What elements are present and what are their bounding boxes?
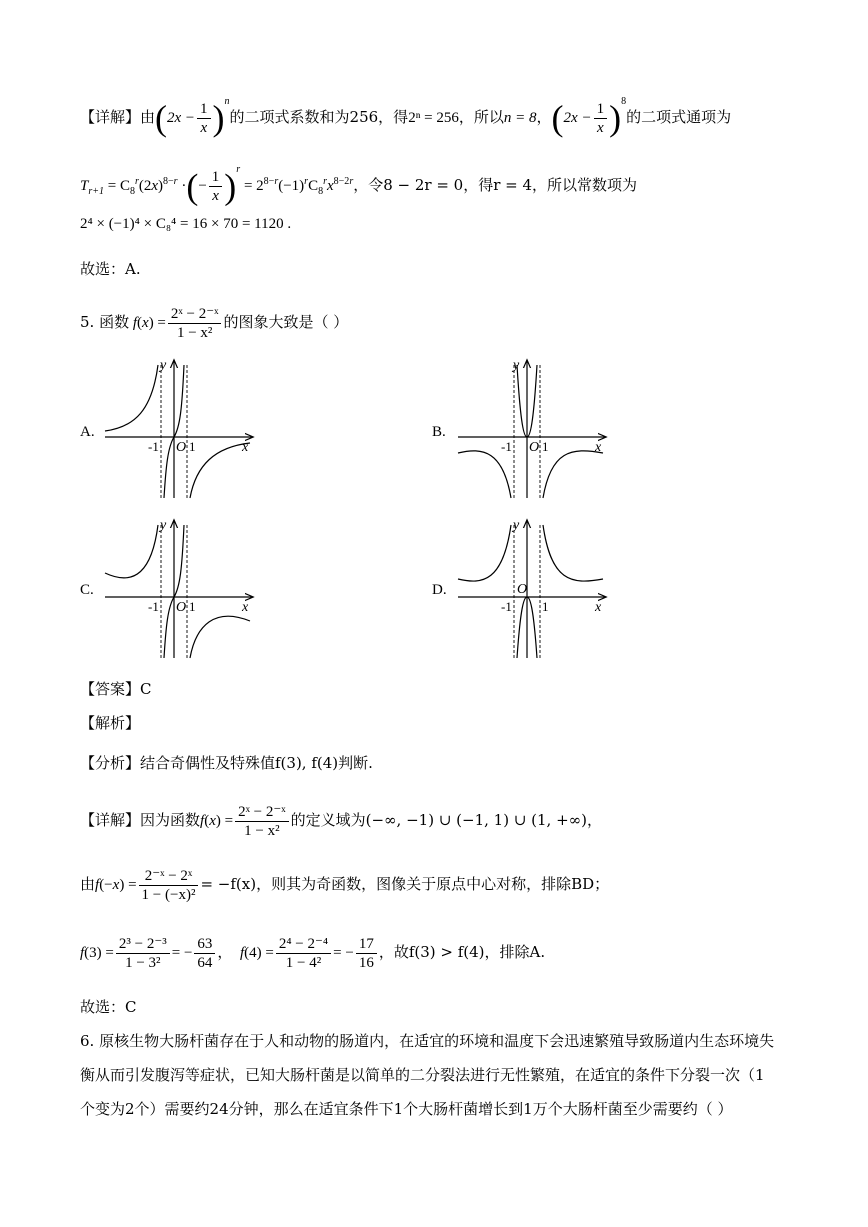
origin-label: O	[176, 440, 187, 455]
detail-line-3: 2⁴ × (−1)⁴ × C₈⁴ = 16 × 70 = 1120 .	[80, 216, 292, 232]
y-axis-label: y	[160, 358, 167, 373]
question-6-line-2: 衡从而引发腹泻等症状，已知大肠杆菌是以简单的二分裂法进行无性繁殖，在适宜的条件下分裂一次（1	[80, 1066, 765, 1084]
svg-text:x: x	[595, 600, 602, 615]
svg-text:1: 1	[542, 599, 549, 614]
svg-text:1: 1	[542, 439, 549, 454]
svg-text:y: y	[160, 518, 167, 533]
graph-option-d[interactable]	[453, 515, 613, 665]
svg-text:1: 1	[189, 599, 196, 614]
graph-option-a[interactable]	[100, 355, 260, 505]
analysis-summary: 【分析】结合奇偶性及特殊值f(3), f(4)判断.	[80, 754, 373, 772]
option-d-label[interactable]: D.	[432, 582, 447, 598]
svg-text:-1: -1	[501, 439, 512, 454]
option-b-label[interactable]: B.	[432, 424, 446, 440]
option-a-label[interactable]: A.	[80, 424, 95, 440]
graph-option-c[interactable]	[100, 515, 260, 665]
analysis-heading: 【解析】	[80, 714, 141, 732]
svg-text:x: x	[242, 600, 249, 615]
fraction-1-over-x: $\frac{1}{x}$	[197, 100, 211, 137]
svg-text:y: y	[513, 358, 520, 373]
graph-option-b[interactable]	[453, 355, 613, 505]
tick-pos-1: 1	[189, 439, 196, 454]
svg-text:-1: -1	[148, 599, 159, 614]
svg-text:y: y	[513, 518, 520, 533]
svg-text:-1: -1	[501, 599, 512, 614]
question-5-stem: 5. 函数 f(x) = $\frac{\text{2ˣ − 2⁻ˣ}}{\text{1 − x²}}$ 的图象大致是（ ）	[80, 305, 349, 341]
question-6-line-3: 个变为2个）需要约24分钟，那么在适宜条件下1个大肠杆菌增长到1万个大肠杆菌至少需要约（ ）	[80, 1100, 733, 1118]
detail-choice: 故选：A.	[80, 260, 141, 278]
detail-line-2: $T_{r+1} = C_8^r(2x)^{8-r}$ ·(− $\frac{1}{x}$ )$^r = 2^{8-r}(-1)^rC_8^rx^{8-2r}$，令8 − 2r = 0，得r = 4，所以常数项为	[80, 164, 638, 207]
detail2-line-3: f(3) = $\frac{\text{2³ − 2⁻³}}{\text{1 − 3²}}$ = − $\frac{63}{64}$ ， f(4) = $\frac{\text{2⁴ − 2⁻⁴}}{\text{1 − 4²}}$ = − $\frac{17}{16}$ ，故f(3) > f(4)，排除A.	[80, 936, 546, 972]
detail-line-1: 【详解】由(2x − $\frac{1}{x}$ )$^n$的二项式系数和为256，得2ⁿ = 256，所以n = 8，(2x − $\frac{1}{x}$ )$^8$的二项式通项为	[80, 96, 732, 138]
answer-label: 【答案】C	[80, 680, 152, 698]
tick-neg-1: -1	[148, 439, 159, 454]
option-c-label[interactable]: C.	[80, 582, 94, 598]
question-6-line-1: 6. 原核生物大肠杆菌存在于人和动物的肠道内，在适宜的环境和温度下会迅速繁殖导致肠道内生态环境失	[80, 1032, 775, 1050]
svg-text:O: O	[517, 582, 528, 597]
q5-function-fraction: $\frac{\text{2ˣ − 2⁻ˣ}}{\text{1 − x²}}$	[168, 305, 222, 342]
svg-text:x: x	[595, 440, 602, 455]
detail2-line-1: 【详解】因为函数f(x) = $\frac{\text{2ˣ − 2⁻ˣ}}{\text{1 − x²}}$ 的定义域为(−∞, −1) ∪ (−1, 1) ∪ (1, +∞)，	[80, 803, 603, 839]
x-axis-label: x	[242, 440, 249, 455]
answer-choice: 故选：C	[80, 998, 137, 1016]
detail2-line-2: 由f(−x) = $\frac{\text{2⁻ˣ − 2ˣ}}{\text{1 − (−x)²}}$ = −f(x)，则其为奇函数，图像关于原点中心对称，排除BD；	[80, 867, 610, 903]
svg-text:O: O	[176, 600, 187, 615]
svg-text:O: O	[529, 440, 540, 455]
